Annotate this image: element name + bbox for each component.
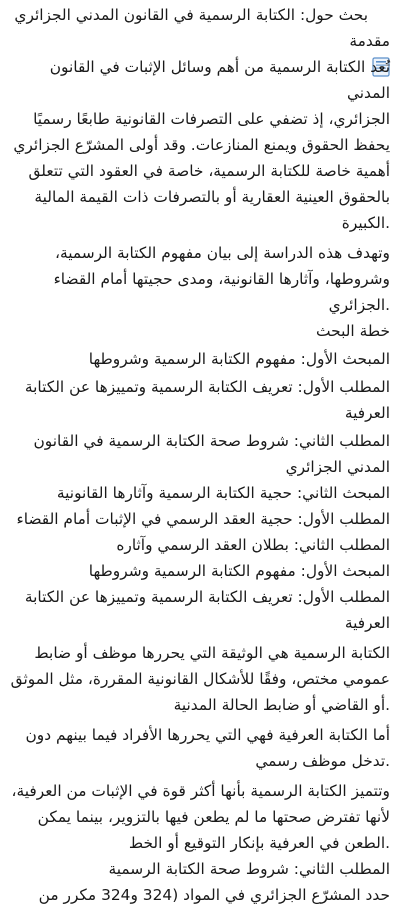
paragraph-line: الكتابة الرسمية هي الوثيقة التي يحررها موظف أو ضابط	[34, 644, 390, 662]
paragraph-line: أما الكتابة العرفية فهي التي يحررها الأفراد فيما بينهم دون	[25, 726, 390, 744]
plan-item: المبحث الثاني: حجية الكتابة الرسمية وآثارها القانونية	[56, 484, 390, 502]
subsection-heading-continued: العرفية	[344, 614, 390, 632]
paragraph-line: .تدخل موظف رسمي	[255, 752, 390, 770]
paragraph-line: حدد المشرّع الجزائري في المواد (324 و324 مكرر من	[38, 886, 390, 904]
paragraph-line: وشروطها، وآثارها القانونية، ومدى حجيتها أمام القضاء	[53, 270, 390, 288]
subsection-heading: المطلب الأول: تعريف الكتابة الرسمية وتمييزها عن الكتابة	[24, 588, 390, 606]
document-title: بحث حول: الكتابة الرسمية في القانون المدني الجزائري	[14, 6, 368, 24]
plan-item: المطلب الثاني: بطلان العقد الرسمي وآثاره	[116, 536, 390, 554]
subsection-heading: المطلب الثاني: شروط صحة الكتابة الرسمية	[108, 860, 390, 878]
plan-list	[10, 346, 390, 558]
distinction-paragraph	[10, 778, 390, 856]
document-title-row	[10, 2, 390, 28]
introduction-paragraph	[10, 54, 390, 236]
plan-item: المطلب الثاني: شروط صحة الكتابة الرسمية في القانون	[33, 432, 390, 450]
paragraph-line: .الطعن في العرفية بإنكار التوقيع أو الخط	[128, 834, 390, 852]
plan-item-continued: المدني الجزائري	[285, 458, 390, 476]
section-heading-plan: خطة البحث	[316, 322, 390, 340]
paragraph-line: وتتميز الكتابة الرسمية بأنها أكثر قوة في الإثبات من العرفية،	[11, 782, 390, 800]
paragraph-line: بالحقوق العينية العقارية أو بالتصرفات ذات القيمة المالية	[34, 188, 390, 206]
paragraph-line: لأنها تفترض صحتها ما لم يطعن فيها بالتزوير، بينما يمكن	[37, 808, 390, 826]
plan-item: المطلب الأول: حجية العقد الرسمي في الإثبات أمام القضاء	[16, 510, 390, 528]
paragraph-line: عمومي مختص، وفقًا للأشكال القانونية المقررة، مثل الموثق	[10, 670, 390, 688]
paragraph-line: أهمية خاصة للكتابة الرسمية، خاصة في العقود التي تتعلق	[28, 162, 390, 180]
paragraph-line: تُعد الكتابة الرسمية من أهم وسائل الإثبات في القانون المدني	[44, 58, 390, 102]
section-heading-introduction: مقدمة	[349, 32, 390, 50]
paragraph-line: .الجزائري	[328, 296, 390, 314]
plan-item: المطلب الأول: تعريف الكتابة الرسمية وتمييزها عن الكتابة	[24, 378, 390, 396]
document-icon	[372, 5, 390, 25]
chapter-heading: المبحث الأول: مفهوم الكتابة الرسمية وشروطها	[88, 562, 390, 580]
plan-item-continued: العرفية	[344, 404, 390, 422]
introduction-aim-paragraph	[10, 240, 390, 318]
customary-writing-paragraph	[10, 722, 390, 774]
paragraph-line: .أو القاضي أو ضابط الحالة المدنية	[173, 696, 390, 714]
plan-item: المبحث الأول: مفهوم الكتابة الرسمية وشروطها	[88, 350, 390, 368]
paragraph-line: يحفظ الحقوق ويمنع المنازعات. وقد أولى المشرّع الجزائري	[13, 136, 390, 154]
paragraph-line: .الكبيرة	[341, 214, 390, 232]
paragraph-line: الجزائري، إذ تضفي على التصرفات القانونية طابعًا رسميًا	[33, 110, 390, 128]
definition-paragraph	[10, 640, 390, 718]
paragraph-line: وتهدف هذه الدراسة إلى بيان مفهوم الكتابة الرسمية،	[54, 244, 390, 262]
